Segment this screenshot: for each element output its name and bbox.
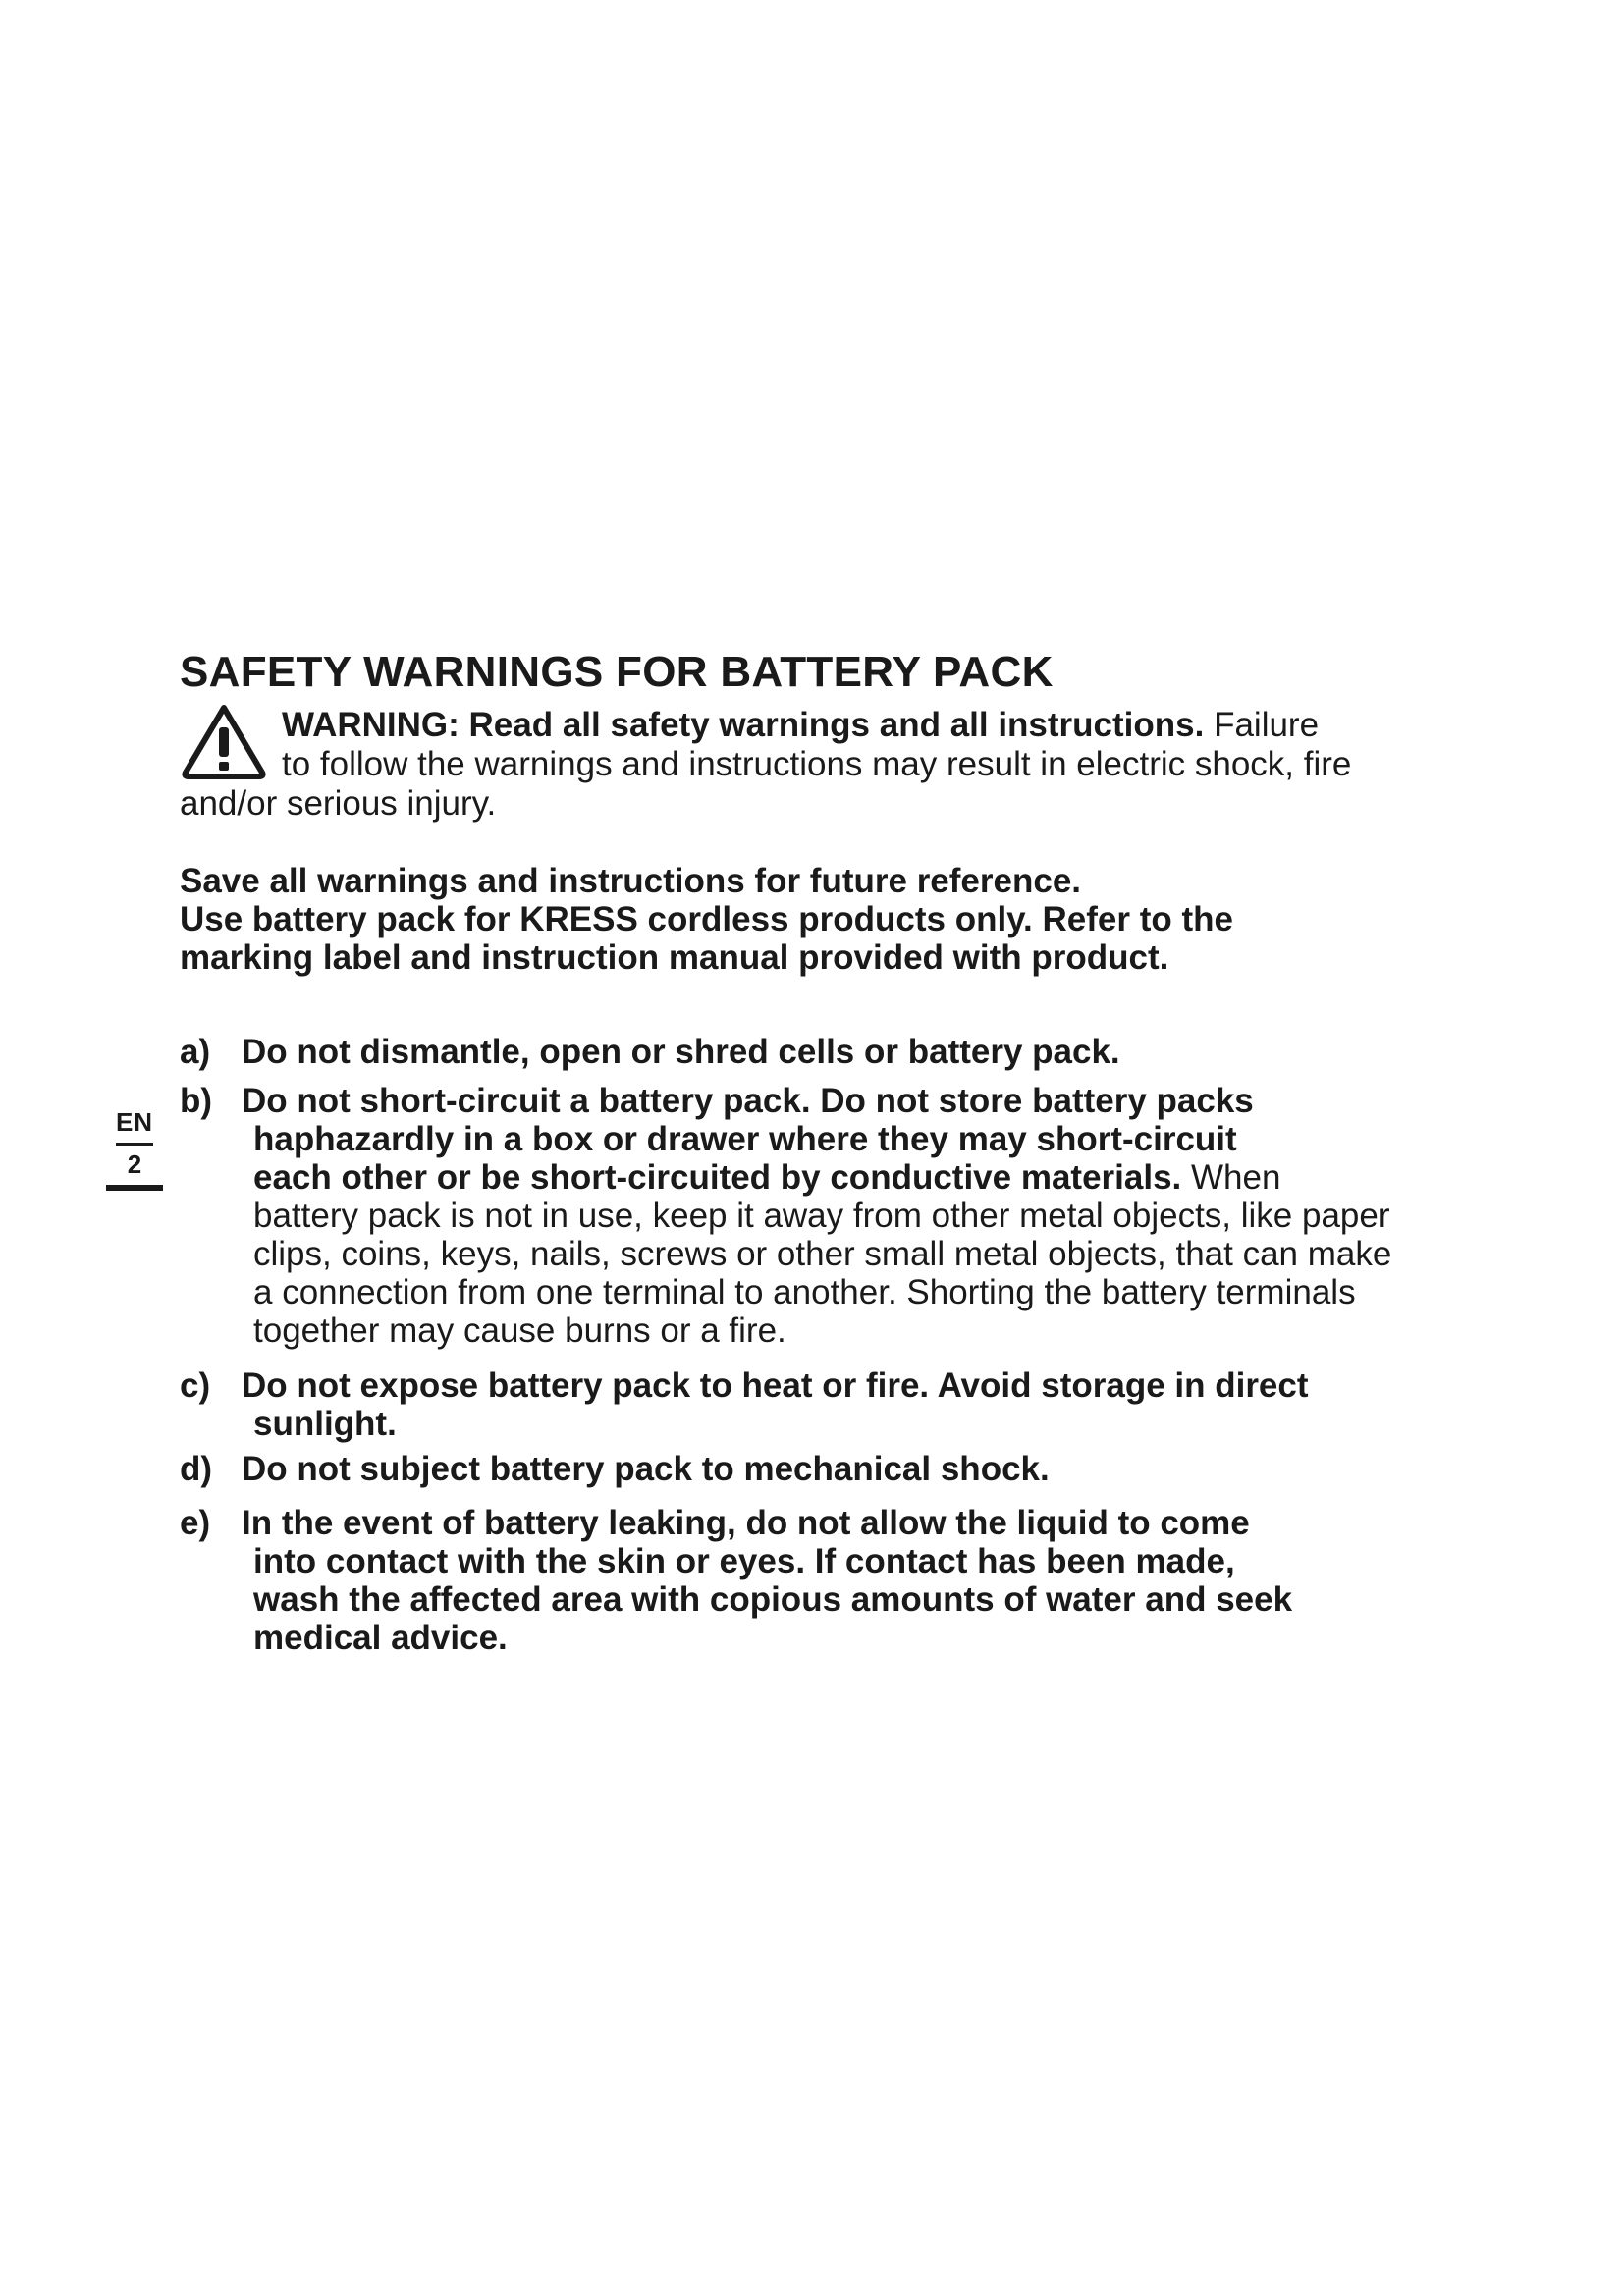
warning-triangle-icon [180, 702, 268, 780]
item-text: Do not subject battery pack to mechanical shock. [242, 1450, 1050, 1488]
divider [106, 1185, 163, 1191]
item-text: In the event of battery leaking, do not allow the liquid to come [242, 1504, 1250, 1542]
page-number: 2 [127, 1149, 142, 1179]
item-text: a connection from one terminal to another. Shorting the battery terminals [253, 1273, 1356, 1311]
item-label: a) [180, 1033, 211, 1071]
language-code: EN [115, 1107, 154, 1137]
save-notes [180, 862, 1233, 977]
item-text: clips, coins, keys, nails, screws or other small metal objects, that can make [253, 1235, 1392, 1273]
warning-heading: WARNING: Read all safety warnings and all instructions. [282, 706, 1205, 744]
side-tab [106, 1107, 163, 1191]
item-text: sunlight. [253, 1405, 397, 1443]
item-label: c) [180, 1366, 211, 1405]
warning-text: Failure [1204, 706, 1320, 744]
item-text: together may cause burns or a fire. [253, 1311, 786, 1350]
item-label: e) [180, 1504, 211, 1542]
item-text: battery pack is not in use, keep it away from other metal objects, like paper [253, 1197, 1390, 1235]
item-text: Do not expose battery pack to heat or fire. Avoid storage in direct [242, 1366, 1309, 1405]
warning-line-2: to follow the warnings and instructions may result in electric shock, fire [282, 745, 1352, 783]
page-title: SAFETY WARNINGS FOR BATTERY PACK [180, 648, 1054, 696]
item-text: each other or be short-circuited by conductive materials. [253, 1158, 1182, 1197]
divider [116, 1143, 153, 1146]
item-text: Do not short-circuit a battery pack. Do not store battery packs [242, 1082, 1254, 1120]
save-note: Use battery pack for KRESS cordless products only. Refer to the [180, 900, 1233, 938]
item-text: When [1181, 1158, 1281, 1197]
item-text: wash the affected area with copious amounts of water and seek [253, 1580, 1293, 1619]
item-label: b) [180, 1082, 213, 1120]
item-text: haphazardly in a box or drawer where they may short-circuit [253, 1120, 1237, 1158]
item-text: medical advice. [253, 1619, 508, 1657]
item-label: d) [180, 1450, 213, 1488]
item-text: Do not dismantle, open or shred cells or battery pack. [242, 1033, 1120, 1071]
warning-line-3: and/or serious injury. [180, 784, 497, 823]
save-note: marking label and instruction manual provided with product. [180, 938, 1169, 977]
item-text: into contact with the skin or eyes. If contact has been made, [253, 1542, 1235, 1580]
warning-line-1 [282, 706, 1319, 745]
save-note: Save all warnings and instructions for future reference. [180, 862, 1082, 900]
